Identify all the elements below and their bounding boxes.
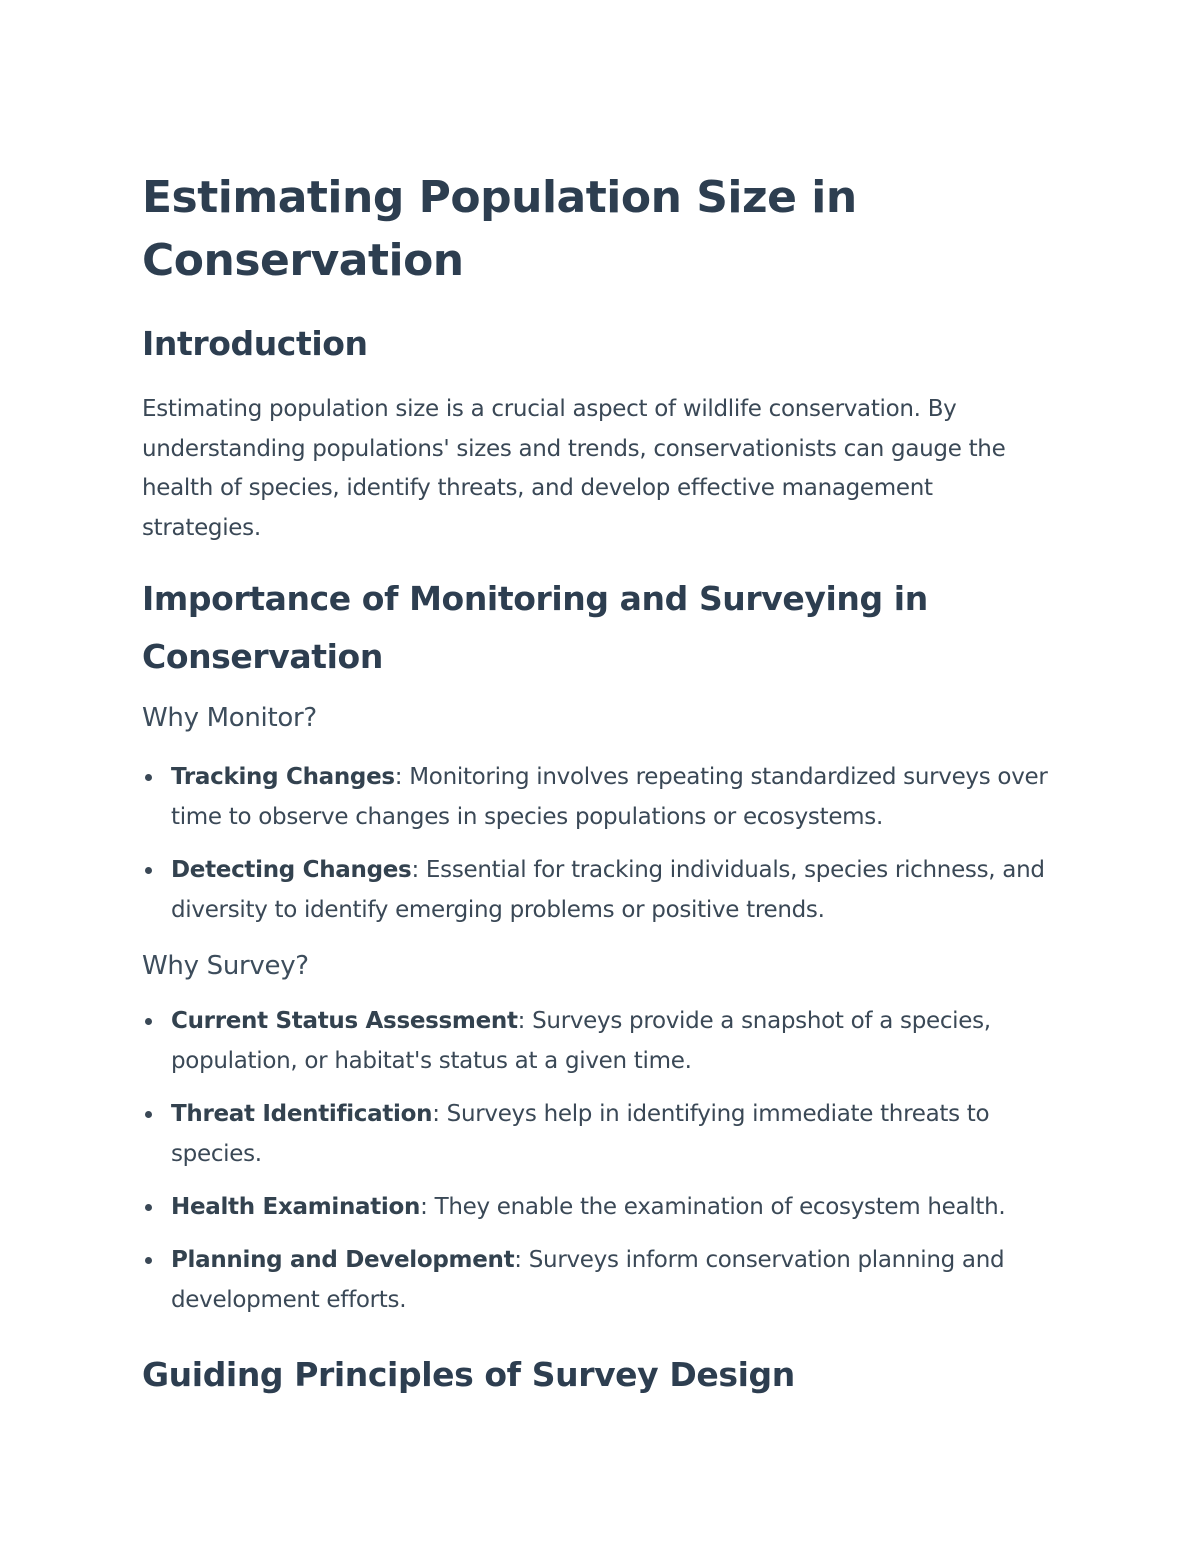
list-item [142, 1187, 1050, 1227]
bullet-icon [145, 1257, 152, 1264]
introduction-paragraph: Estimating population size is a crucial aspect of wildlife conservation. By understanding populations' sizes and trends, conservationists can gauge the health of species, identify threats, and develop effective management strategies. [142, 396, 1006, 541]
list-item-term: Health Examination [171, 1194, 421, 1220]
list-item-text: : Surveys inform conservation planning and development efforts. [171, 1247, 1005, 1313]
list-item-text: : Surveys provide a snapshot of a species, population, or habitat's status at a given time. [171, 1008, 991, 1074]
list-item [142, 1001, 1050, 1081]
why-survey-heading: Why Survey? [142, 951, 309, 981]
why-survey-list [142, 1001, 1050, 1320]
list-item-text: : They enable the examination of ecosystem health. [420, 1194, 1006, 1220]
list-item [142, 1240, 1050, 1320]
bullet-icon [145, 1204, 152, 1211]
list-item-text: : Surveys help in identifying immediate threats to species. [171, 1101, 990, 1167]
list-item-term: Tracking Changes [171, 764, 395, 790]
bullet-icon [145, 867, 152, 874]
list-item-term: Planning and Development [171, 1247, 515, 1273]
document-title: Estimating Population Size in Conservation [142, 172, 857, 286]
list-item-term: Current Status Assessment [171, 1008, 518, 1034]
bullet-icon [145, 1111, 152, 1118]
bullet-icon [145, 1018, 152, 1025]
list-item [142, 757, 1050, 837]
introduction-heading: Introduction [142, 324, 368, 363]
why-monitor-heading: Why Monitor? [142, 703, 317, 733]
bullet-icon [145, 774, 152, 781]
why-monitor-list [142, 757, 1050, 930]
list-item-text: : Essential for tracking individuals, species richness, and diversity to identify emerging problems or positive trends. [171, 857, 1045, 923]
list-item-text: : Monitoring involves repeating standardized surveys over time to observe changes in species populations or ecosystems. [171, 764, 1048, 830]
list-item [142, 1094, 1050, 1174]
importance-heading: Importance of Monitoring and Surveying in Conservation [142, 579, 928, 676]
list-item [142, 850, 1050, 930]
list-item-term: Detecting Changes [171, 857, 412, 883]
list-item-term: Threat Identification [171, 1101, 433, 1127]
guiding-principles-heading: Guiding Principles of Survey Design [142, 1355, 795, 1394]
